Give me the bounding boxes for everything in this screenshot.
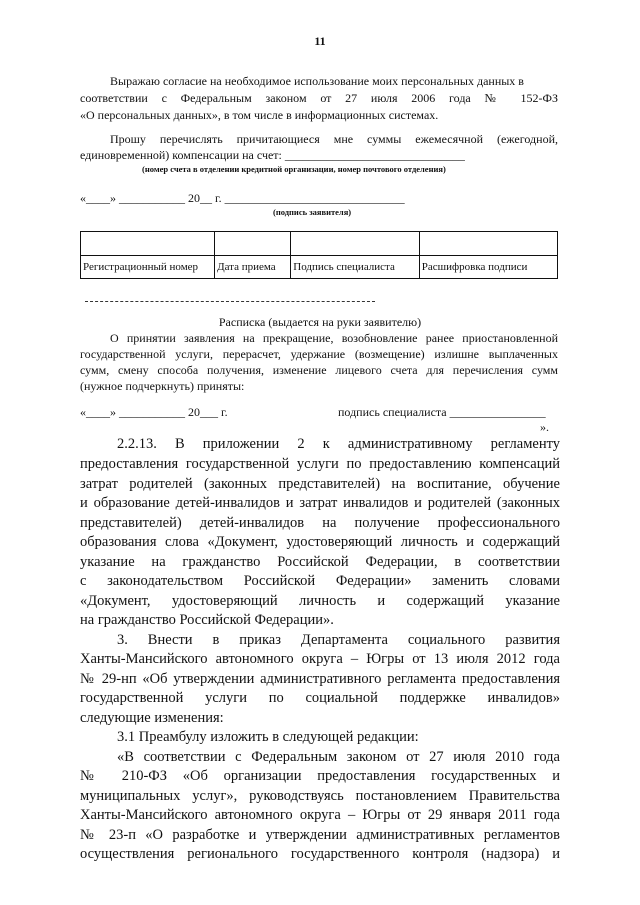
receipt-title: Расписка (выдается на руки заявителю) [218,315,422,329]
body-line-14: государственной услуги по социальной поддержке инвалидов» [80,690,560,706]
body-line-12: Ханты-Мансийского автономного округа – Югры от 13 июля 2012 года [80,651,560,667]
table-header-decoding: Расшифровка подписи [419,256,557,279]
body-line-9: «Документ, удостоверяющий личность и содержащий указание [80,593,560,609]
body-line-22: осуществления регионального государственного контроля (надзора) и [80,846,560,862]
applicant-signature-caption: (подпись заявителя) [273,207,352,217]
cut-line [85,301,375,302]
body-line-16: 3.1 Преамбулу изложить в следующей редакции: [117,729,419,745]
receipt-line-2: государственной услуги, перерасчет, удержание (возмещение) излишне выплаченных [80,347,558,361]
receipt-end: ». [540,420,549,434]
body-line-7: указание на гражданство Российской Федерации, в соответствии [80,554,560,570]
consent-line-1: Выражаю согласие на необходимое использование моих персональных данных в [110,74,524,88]
table-header-date: Дата приема [215,256,291,279]
body-line-13: № 29-нп «Об утверждении административного регламента предоставления [80,671,560,687]
table-header-reg-number: Регистрационный номер [81,256,215,279]
body-line-15: следующие изменения: [80,710,224,726]
table-cell [215,232,291,256]
body-line-10: на гражданство Российской Федерации». [80,612,334,628]
body-line-17: «В соответствии с Федеральным законом от 27 июля 2010 года [117,749,560,765]
transfer-caption: (номер счета в отделении кредитной организации, номер почтового отделения) [142,164,446,174]
body-line-3: затрат родителей (законных представителей) на воспитание, обучение [80,476,560,492]
consent-line-3: «О персональных данных», в том числе в информационных системах. [80,108,439,122]
consent-line-2: соответствии с Федеральным законом от 27 июля 2006 года № 152-ФЗ [80,91,558,105]
table-cell [81,232,215,256]
table-header-signature: Подпись специалиста [291,256,420,279]
receipt-line-4: (нужное подчеркнуть) приняты: [80,379,245,393]
registration-table [80,231,558,279]
receipt-specialist-signature: подпись специалиста ________________ [338,405,546,419]
applicant-date-line: «____» ___________ 20__ г. ______________________________ [80,191,405,205]
page-number: 11 [314,34,326,48]
body-line-21: № 23-п «О разработке и утверждении административных регламентов [80,827,560,843]
body-line-4: и образование детей-инвалидов и затрат инвалидов и родителей (законных [80,495,560,511]
receipt-date: «____» ___________ 20___ г. [80,405,228,419]
receipt-line-1: О принятии заявления на прекращение, возобновление ранее приостановленной [110,331,558,345]
transfer-line-2: единовременной) компенсации на счет: ______________________________ [80,148,465,162]
body-line-20: Ханты-Мансийского автономного округа – Югры от 29 января 2011 года [80,807,560,823]
body-line-11: 3. Внести в приказ Департамента социального развития [117,632,560,648]
body-line-19: муниципальных услуг», руководствуясь постановлением Правительства [80,788,560,804]
table-cell [419,232,557,256]
receipt-line-3: сумм, смену способа получения, изменение лицевого счета для перечисления сумм [80,363,558,377]
transfer-line-1: Прошу перечислять причитающиеся мне суммы ежемесячной (ежегодной, [110,132,558,146]
body-line-18: № 210-ФЗ «Об организации предоставления государственных и [80,768,560,784]
body-line-6: образования слова «Документ, удостоверяющий личность и содержащий [80,534,560,550]
body-line-1: 2.2.13. В приложении 2 к административному регламенту [117,436,560,452]
body-line-2: предоставления государственной услуги по предоставлению компенсаций [80,456,560,472]
body-line-5: представителей) детей-инвалидов на получение профессионального [80,515,560,531]
body-line-8: с законодательством Российской Федерации» заменить словами [80,573,560,589]
table-cell [291,232,420,256]
